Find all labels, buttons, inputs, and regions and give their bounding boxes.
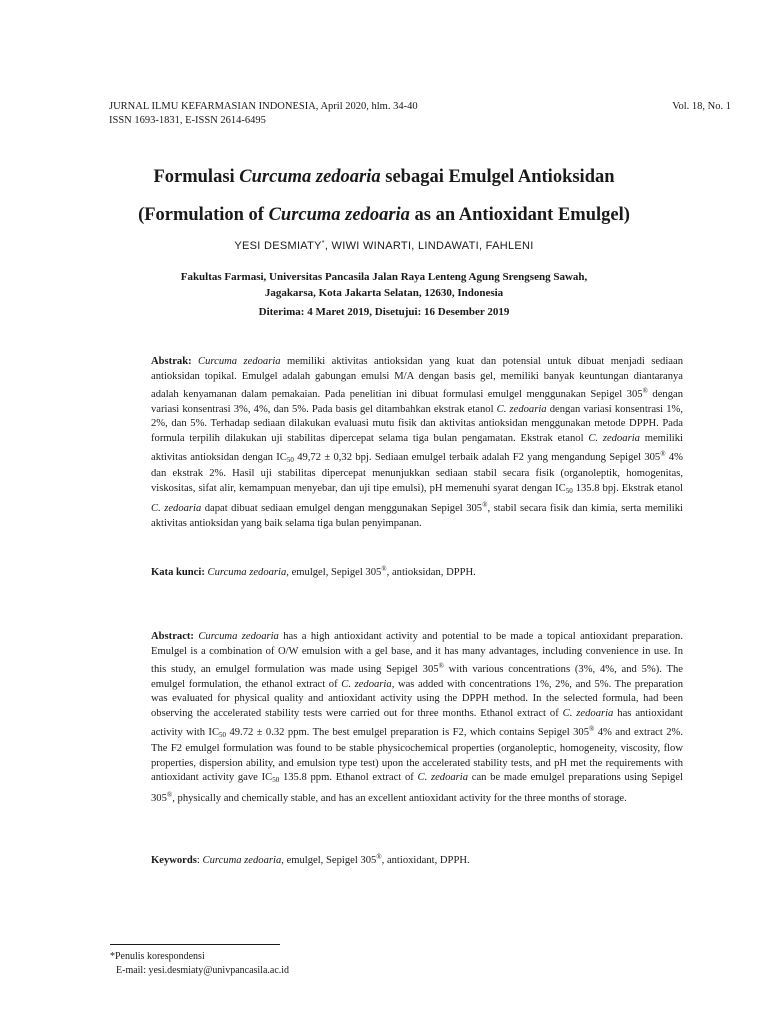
registered-mark: ® — [166, 790, 173, 799]
abstrak-text: memiliki aktivitas antioksidan yang kuat dan potensial untuk dibuat menjadi sediaan antioksidan topikal. Emulgel adalah gabungan emulsi M/A dengan basis gel, memiliki banyak keuntungan diantaranya adalah kenyamanan dalam pemakaian. Pada penelitian ini dibuat formulasi emulgel menggunakan Sepigel 305 — [151, 356, 683, 401]
keyword-text: , antioksidan, DPPH. — [386, 567, 476, 578]
keyword-text: , emulgel, Sepigel 305 — [286, 567, 382, 578]
abstrak-text: dengan variasi konsentrasi 1%, 2%, dan 5%. Terhadap sediaan dilakukan evaluasi mutu fisik dan aktivitas antioksidan menggunakan metode DPPH. Pada formula terpilih dilakukan uji stabilitas dipercepat selama tiga bulan pengamatan. Ekstrak etanol — [151, 403, 683, 444]
abstract-text: 4% and extract 2%. The F2 emulgel formulation was found to be stable physicochemical properties (organoleptic, homogeneity, viscosity, flow properties, dispersion ability, and emulsion type test) upon the accelerated stability tests, and pH met the requirements with antioxidant activity gave IC — [151, 726, 683, 784]
ic50-subscript: 50 — [272, 776, 280, 785]
species-name: Curcuma zedoaria — [207, 567, 287, 578]
ic50-subscript: 50 — [219, 730, 227, 739]
registered-mark: ® — [660, 449, 666, 458]
authors — [40, 240, 728, 252]
title-id-part2: sebagai Emulgel Antioksidan — [380, 167, 615, 187]
title-en-species: Curcuma zedoaria — [268, 205, 410, 225]
title-indonesian — [40, 167, 728, 188]
abstrak-text: 135.8 bpj. Ekstrak etanol — [572, 482, 683, 494]
species-name: Curcuma zedoaria — [202, 855, 282, 866]
ic50-subscript: 50 — [286, 455, 294, 464]
species-name: C. zedoaria — [562, 707, 614, 719]
author-first: YESI DESMIATY — [234, 240, 322, 252]
abstrak-text: 4% dan ekstrak 2%. Hasil uji stabilitas dipercepat menunjukkan sediaan stabil secara fisik (organoleptik, homogenitas, viskositas, sifat alir, kemampuan menyebar, dan uji tipe emulsi), pH memenuhi syarat dengan IC — [151, 451, 683, 494]
footnote-email: E-mail: yesi.desmiaty@univpancasila.ac.id — [116, 964, 290, 976]
footnote-correspondence: *Penulis korespondensi — [110, 951, 205, 962]
species-name: Curcuma zedoaria — [198, 631, 279, 642]
registered-mark: ® — [642, 387, 648, 396]
affiliation-line1: Fakultas Farmasi, Universitas Pancasila Jalan Raya Lenteng Agung Srengseng Sawah, — [180, 271, 588, 283]
abstrak-text: , stabil secara fisik dan kimia, serta memiliki aktivitas antioksidan yang baik selama tiga bulan penyimpanan. — [151, 503, 683, 529]
keywords-english — [151, 850, 683, 869]
abstract-text: 49.72 ± 0.32 ppm. The best emulgel preparation is F2, which contains Sepigel 305 — [226, 726, 589, 738]
affiliation — [150, 269, 618, 301]
title-id-species: Curcuma zedoaria — [239, 167, 381, 187]
species-name: C. zedoaria — [417, 772, 469, 784]
abstract-text: has antioxidant activity with IC — [151, 707, 683, 738]
kata-kunci-label: Kata kunci: — [151, 567, 205, 578]
title-id-part1: Formulasi — [153, 167, 240, 187]
abstract-text: with various concentrations (3%, 4%, and 5%). The emulgel formulation, the ethanol extract of — [151, 664, 683, 690]
registered-mark: ® — [381, 565, 387, 573]
received-accepted-dates: Diterima: 4 Maret 2019, Disetujui: 16 Desember 2019 — [258, 306, 510, 318]
registered-mark: ® — [482, 501, 488, 510]
abstract-text: can be made emulgel preparations using Sepigel 305 — [151, 772, 683, 804]
registered-mark: ® — [438, 662, 444, 671]
authors-rest: , WIWI WINARTI, LINDAWATI, FAHLENI — [324, 240, 534, 252]
journal-header — [109, 100, 569, 128]
abstrak-label: Abstrak: — [151, 356, 192, 367]
abstract-text: , physically and chemically stable, and has an excellent antioxidant activity for the three months of storage. — [172, 792, 627, 804]
abstrak-text: memiliki aktivitas antioksidan dengan IC — [151, 432, 683, 463]
journal-line: JURNAL ILMU KEFARMASIAN INDONESIA, April 2020, hlm. 34-40 — [109, 101, 418, 112]
species-name: C. zedoaria — [588, 432, 640, 444]
species-name: C. zedoaria — [341, 678, 392, 690]
registered-mark: ® — [589, 724, 595, 733]
species-name: C. zedoaria — [496, 403, 547, 415]
volume-number: Vol. 18, No. 1 — [672, 101, 731, 112]
keywords-label: Keywords — [151, 855, 197, 866]
footnote-rule — [110, 944, 280, 945]
abstract-text: , was added with concentrations 1%, 2%, and 5%. The preparation was evaluated for physical quality and antioxidant activity using the DPPH method. In the selected formula, had been observing the accelerated stability tests were carried out for three months. Ethanol extract of — [151, 678, 683, 719]
keyword-text: , antioxidant, DPPH. — [381, 855, 470, 866]
abstract-indonesian — [151, 355, 683, 532]
species-name: C. zedoaria — [151, 503, 202, 515]
footnote — [110, 950, 289, 977]
title-en-part2: as an Antioxidant Emulgel) — [409, 205, 630, 225]
affiliation-line2: Jagakarsa, Kota Jakarta Selatan, 12630, Indonesia — [264, 287, 504, 299]
ic50-subscript: 50 — [565, 486, 573, 495]
keyword-text: , emulgel, Sepigel 305 — [281, 855, 377, 866]
abstrak-text: dengan variasi konsentrasi 3%, 4%, dan 5%. Pada basis gel ditambahkan ekstrak etanol — [151, 389, 683, 415]
issn-line: ISSN 1693-1831, E-ISSN 2614-6495 — [109, 115, 266, 126]
keywords-colon: : — [196, 855, 203, 866]
species-name: Curcuma zedoaria — [198, 356, 281, 367]
abstract-text: has a high antioxidant activity and potential to be made a topical antioxidant preparation. Emulgel is a combination of O/W emulsion with a gel base, and it has many advantages, including convenience in use. In this study, an emulgel formulation was made using Sepigel 305 — [151, 631, 683, 676]
registered-mark: ® — [376, 853, 382, 861]
keywords-indonesian — [151, 562, 683, 581]
corresponding-mark: * — [321, 240, 325, 247]
title-en-part1: (Formulation of — [138, 205, 269, 225]
abstract-text: 135.8 ppm. Ethanol extract of — [279, 772, 418, 784]
abstrak-text: 49,72 ± 0,32 bpj. Sediaan emulgel terbaik adalah F2 yang mengandung Sepigel 305 — [293, 451, 661, 463]
abstract-english — [151, 630, 683, 807]
abstract-label: Abstract: — [151, 631, 194, 642]
abstrak-text: dapat dibuat sediaan emulgel dengan menggunakan Sepigel 305 — [201, 503, 483, 515]
title-english — [40, 205, 728, 226]
